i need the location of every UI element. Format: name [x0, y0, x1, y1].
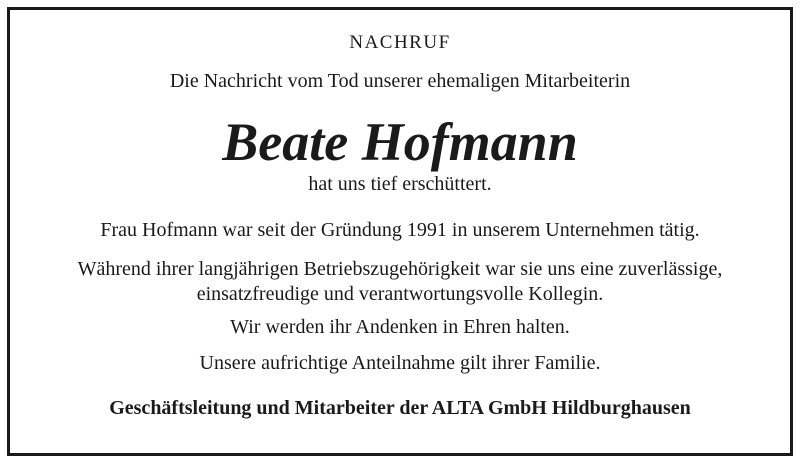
intro-text: Die Nachricht vom Tod unserer ehemaligen Mitarbeiterin: [169, 70, 631, 92]
notice-heading: NACHRUF: [349, 32, 451, 53]
body-line-5: Wir werden ihr Andenken in Ehren halten.: [230, 316, 570, 338]
body-line-3: Während ihrer langjährigen Betriebszugehörigkeit war sie uns eine zuverlässige,: [77, 258, 723, 280]
signature-line: Geschäftsleitung und Mitarbeiter der ALTA GmbH Hildburghausen: [109, 397, 691, 419]
body-line-4: einsatzfreudige und verantwortungsvolle Kollegin.: [196, 283, 604, 305]
deceased-name: Beate Hofmann: [222, 112, 578, 172]
body-line-2: Frau Hofmann war seit der Gründung 1991 in unserem Unternehmen tätig.: [100, 219, 700, 241]
body-line-1: hat uns tief erschüttert.: [308, 173, 492, 195]
body-line-6: Unsere aufrichtige Anteilnahme gilt ihrer Familie.: [199, 352, 601, 374]
